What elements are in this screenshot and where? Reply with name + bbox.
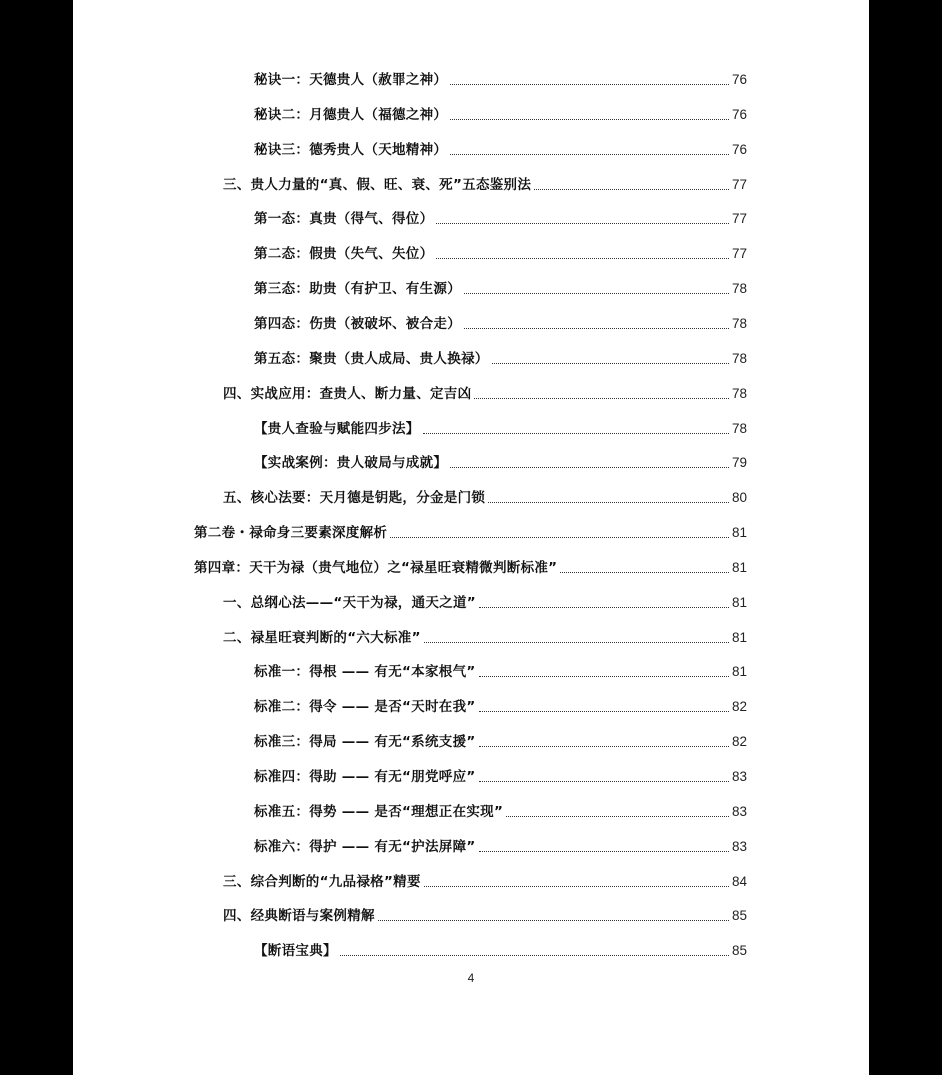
toc-entry[interactable] [254,414,747,438]
dot-leader [450,84,729,85]
toc-entry-page: 78 [731,350,747,366]
toc-entry[interactable] [254,832,747,856]
toc-entry[interactable] [194,553,747,577]
toc-entry-title: 标准一：得根 —— 有无“本家根气” [254,664,476,681]
dot-leader [378,920,729,921]
dot-leader [450,467,729,468]
toc-entry[interactable] [254,657,747,681]
toc-entry[interactable] [254,448,747,472]
dot-leader [340,955,729,956]
toc-entry[interactable] [254,344,747,368]
dot-leader [464,293,729,294]
toc-entry-title: 秘诀一：天德贵人（赦罪之神） [254,72,448,88]
toc-entry-page: 77 [731,246,747,262]
toc-entry-page: 76 [731,72,747,87]
dot-leader [488,502,729,503]
toc-entry[interactable] [254,100,747,124]
toc-entry-title: 第一态：真贵（得气、得位） [254,211,434,228]
dot-leader [479,851,729,852]
dot-leader [506,816,729,817]
toc-entry[interactable] [254,309,747,333]
toc-entry-page: 81 [731,664,747,680]
toc-entry-page: 80 [731,490,747,506]
toc-entry-page: 78 [731,315,747,331]
toc-entry-page: 82 [731,699,747,715]
toc-entry[interactable] [223,901,747,925]
toc-entry-page: 84 [731,873,747,889]
toc-entry-page: 81 [731,629,747,645]
toc-entry[interactable] [254,204,747,228]
toc-entry-title: 四、经典断语与案例精解 [223,908,375,925]
toc-entry-title: 【贵人查验与赋能四步法】 [254,420,420,437]
toc-entry-title: 【断语宝典】 [254,943,337,960]
toc-entry[interactable] [254,274,747,298]
toc-entry-page: 81 [731,525,747,541]
toc-entry[interactable] [254,762,747,786]
toc-entry-title: 一、总纲心法——“天干为禄，通天之道” [223,594,476,611]
dot-leader [424,886,729,887]
toc-entry-title: 第二卷・禄命身三要素深度解析 [194,525,388,542]
toc-entry-title: 标准六：得护 —— 有无“护法屏障” [254,838,476,855]
toc-entry-page: 85 [731,943,747,959]
toc-entry[interactable] [254,692,747,716]
dot-leader [492,363,729,364]
dot-leader [479,676,729,677]
toc-entry-title: 【实战案例：贵人破局与成就】 [254,455,448,472]
toc-entry-page: 77 [731,176,747,192]
dot-leader [474,398,729,399]
toc-entry-page: 76 [731,106,747,122]
dot-leader [534,189,729,190]
toc-entry-title: 第四章：天干为禄（贵气地位）之“禄星旺衰精微判断标准” [194,559,558,576]
toc-entry-page: 85 [731,908,747,924]
toc-entry[interactable] [223,379,747,403]
toc-entry[interactable] [194,518,747,542]
toc-entry-title: 标准二：得令 —— 是否“天时在我” [254,699,476,716]
toc-entry[interactable] [254,727,747,751]
toc-entry[interactable] [254,135,747,159]
toc-entry-title: 标准三：得局 —— 有无“系统支援” [254,734,476,751]
toc-entry-page: 76 [731,141,747,157]
toc-entry-page: 78 [731,281,747,297]
toc-entry-page: 81 [731,594,747,610]
dot-leader [436,258,729,259]
toc-entry-title: 秘诀二：月德贵人（福德之神） [254,106,448,123]
toc-entry-page: 81 [731,559,747,575]
toc-entry-title: 三、综合判断的“九品禄格”精要 [223,873,421,890]
toc-entry-page: 82 [731,734,747,750]
dot-leader [479,781,729,782]
toc-entry-page: 83 [731,803,747,819]
toc-entry-title: 第二态：假贵（失气、失位） [254,246,434,263]
toc-entry-page: 79 [731,455,747,471]
dot-leader [464,328,729,329]
toc-entry-page: 77 [731,211,747,227]
dot-leader [423,433,729,434]
toc-entry[interactable] [223,623,747,647]
toc-entry-page: 83 [731,769,747,784]
dot-leader [450,154,729,155]
dot-leader [436,223,729,224]
toc-entry[interactable] [254,65,747,89]
dot-leader [479,607,729,608]
toc-entry-page: 83 [731,838,747,854]
toc-entry[interactable] [254,936,747,960]
toc-entry-title: 第四态：伤贵（被破坏、被合走） [254,315,461,332]
toc-entry-title: 二、禄星旺衰判断的“六大标准” [223,629,421,646]
toc-entry[interactable] [223,867,747,891]
page-number: 4 [467,971,475,985]
dot-leader [560,572,729,573]
toc-entry[interactable] [254,797,747,821]
toc-entry-title: 第五态：聚贵（贵人成局、贵人换禄） [254,350,489,367]
toc-entry[interactable] [223,483,747,507]
toc-entry-title: 四、实战应用：查贵人、断力量、定吉凶 [223,385,472,402]
toc-entry[interactable] [223,588,747,612]
toc-entry-title: 秘诀三：德秀贵人（天地精神） [254,141,448,158]
toc-entry-title: 第三态：助贵（有护卫、有生源） [254,281,461,298]
toc-entry-page: 78 [731,420,747,436]
table-of-contents [73,0,869,1000]
toc-entry-title: 五、核心法要：天月德是钥匙，分金是门锁 [223,490,486,507]
toc-entry[interactable] [223,170,747,194]
toc-entry[interactable] [254,239,747,263]
dot-leader [424,642,729,643]
dot-leader [479,711,729,712]
dot-leader [479,746,729,747]
toc-entry-title: 标准五：得势 —— 是否“理想正在实现” [254,803,504,820]
document-page [73,0,869,1075]
dot-leader [450,119,729,120]
toc-entry-page: 78 [731,385,747,401]
toc-entry-title: 标准四：得助 —— 有无“朋党呼应” [254,769,476,785]
toc-entry-title: 三、贵人力量的“真、假、旺、衰、死”五态鉴别法 [223,176,532,193]
dot-leader [390,537,729,538]
